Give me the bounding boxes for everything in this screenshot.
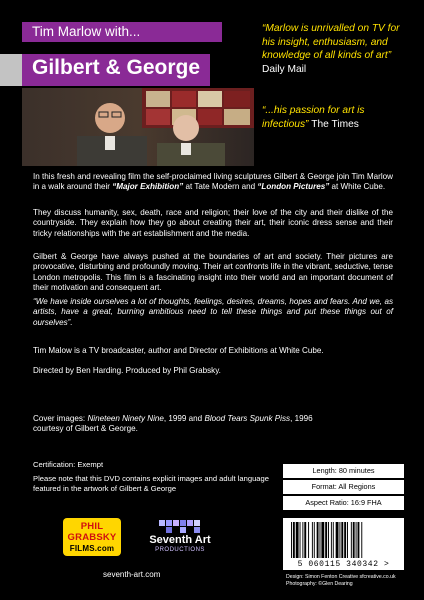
title-bar-edge (0, 54, 22, 86)
logo-line: FILMS.com (69, 544, 115, 553)
exhibition-title: “London Pictures” (257, 182, 330, 192)
barcode-bar (321, 522, 324, 558)
barcode-bar (308, 522, 309, 558)
barcode-bar (314, 522, 315, 558)
barcode-bar (333, 522, 334, 558)
intro-paragraph (33, 172, 393, 193)
credit-courtesy: courtesy of Gilbert & George. (33, 424, 138, 434)
design-credits (286, 574, 406, 587)
spec-format: Format: All Regions (283, 480, 404, 494)
logo-line: GRABSKY (67, 532, 117, 543)
barcode-bar (361, 522, 362, 558)
design-credit: Design: Simon Fenton Creative sfcreative.co.uk (286, 574, 396, 580)
intro-text: In this fresh and revealing film the self-proclaimed living sculptures Gilbert & George join Tim Marlow in a walk around their (33, 172, 393, 192)
barcode-bars (283, 518, 404, 560)
seventh-art-squares-icon (135, 518, 225, 534)
spec-length: Length: 80 minutes (283, 464, 404, 478)
website-link[interactable]: seventh-art.com (103, 570, 161, 579)
barcode-bar (296, 522, 299, 558)
seventh-art-title: Seventh Art (149, 534, 211, 546)
logo-line: PHIL (80, 521, 104, 532)
barcode-bar (312, 522, 313, 558)
quote-source: The Times (311, 118, 359, 130)
barcode-bar (320, 522, 321, 558)
quote-source: Daily Mail (262, 63, 307, 75)
credit-text: , 1999 and (163, 414, 205, 423)
barcode-bar (293, 522, 295, 558)
presenter-bio: Tim Malow is a TV broadcaster, author and Director of Exhibitions at White Cube. (33, 346, 324, 355)
topics-paragraph: They discuss humanity, sex, death, race and religion; their love of the city and their dislike of the countryside. They explain how they go about creating their art, their iconic dress sense and their tricky relationships with the art establishment and the media. (33, 208, 393, 238)
cover-image-credits (33, 414, 363, 435)
barcode (283, 518, 404, 570)
credit-text: , 1996 (290, 414, 313, 423)
barcode-bar (300, 522, 301, 558)
barcode-bar (341, 522, 343, 558)
exhibition-title: “Major Exhibition” (112, 182, 184, 192)
content-notice: Please note that this DVD contains explicit images and adult language featured in the artwork of Gilbert & George (33, 474, 269, 493)
barcode-bar (339, 522, 340, 558)
barcode-bar (304, 522, 306, 558)
barcode-bar (291, 522, 292, 558)
barcode-bar (325, 522, 327, 558)
barcode-bar (353, 522, 355, 558)
artwork-title: Blood Tears Spunk Piss (204, 414, 291, 423)
small-title: Tim Marlow with... (32, 24, 141, 39)
spec-box (283, 464, 404, 512)
barcode-bar (328, 522, 329, 558)
main-title: Gilbert & George (32, 56, 201, 79)
seventh-art-subtitle: PRODUCTIONS (155, 547, 205, 553)
barcode-bar (331, 522, 332, 558)
gilbert-and-george-photo (22, 88, 254, 166)
barcode-bar (317, 522, 319, 558)
phil-grabsky-films-logo (63, 518, 121, 556)
barcode-bar (347, 522, 348, 558)
production-credits: Directed by Ben Harding. Produced by Phil Grabsky. (33, 366, 221, 375)
barcode-bar (351, 522, 352, 558)
seventh-art-logo (135, 518, 225, 558)
certification: Certification: Exempt (33, 460, 104, 469)
artist-quote-paragraph: “We have inside ourselves a lot of thoughts, feelings, desires, dreams, hopes and fears. And we, as artists, have a great, burning ambitious need to tell these things and put these things out of ourselves”. (33, 297, 393, 327)
barcode-bar (358, 522, 360, 558)
barcode-bar (302, 522, 303, 558)
intro-text: at Tate Modern and (183, 182, 258, 192)
intro-text: at White Cube. (329, 182, 386, 192)
cover-photo (22, 88, 254, 166)
quote-text: “Marlow is unrivalled on TV for his insight, enthusiasm, and knowledge of all kinds of art” (262, 23, 400, 62)
photo-credit: Photography: ©Glen Dearing (286, 580, 353, 587)
barcode-bar (336, 522, 339, 558)
quote-daily-mail (262, 22, 412, 76)
credit-text: Cover images: (33, 414, 88, 423)
quote-text: “...his passion for art is infectious” (262, 105, 365, 130)
barcode-bar (344, 522, 346, 558)
quote-the-times (262, 104, 412, 131)
spec-aspect-ratio: Aspect Ratio: 16:9 FHA (283, 496, 404, 510)
artwork-title: Nineteen Ninety Nine (87, 414, 164, 423)
barcode-bar (356, 522, 357, 558)
description-paragraph: Gilbert & George have always pushed at the boundaries of art and society. Their pictures are provocative, disturbing and profoundly moving. Their art confronts life in the vibrant, seductive, tense London metropolis. This film is a fascinating insight into their world and an important document of their motivation and consequent art. (33, 252, 393, 292)
barcode-number: 5 060115 340342 > (297, 560, 390, 569)
